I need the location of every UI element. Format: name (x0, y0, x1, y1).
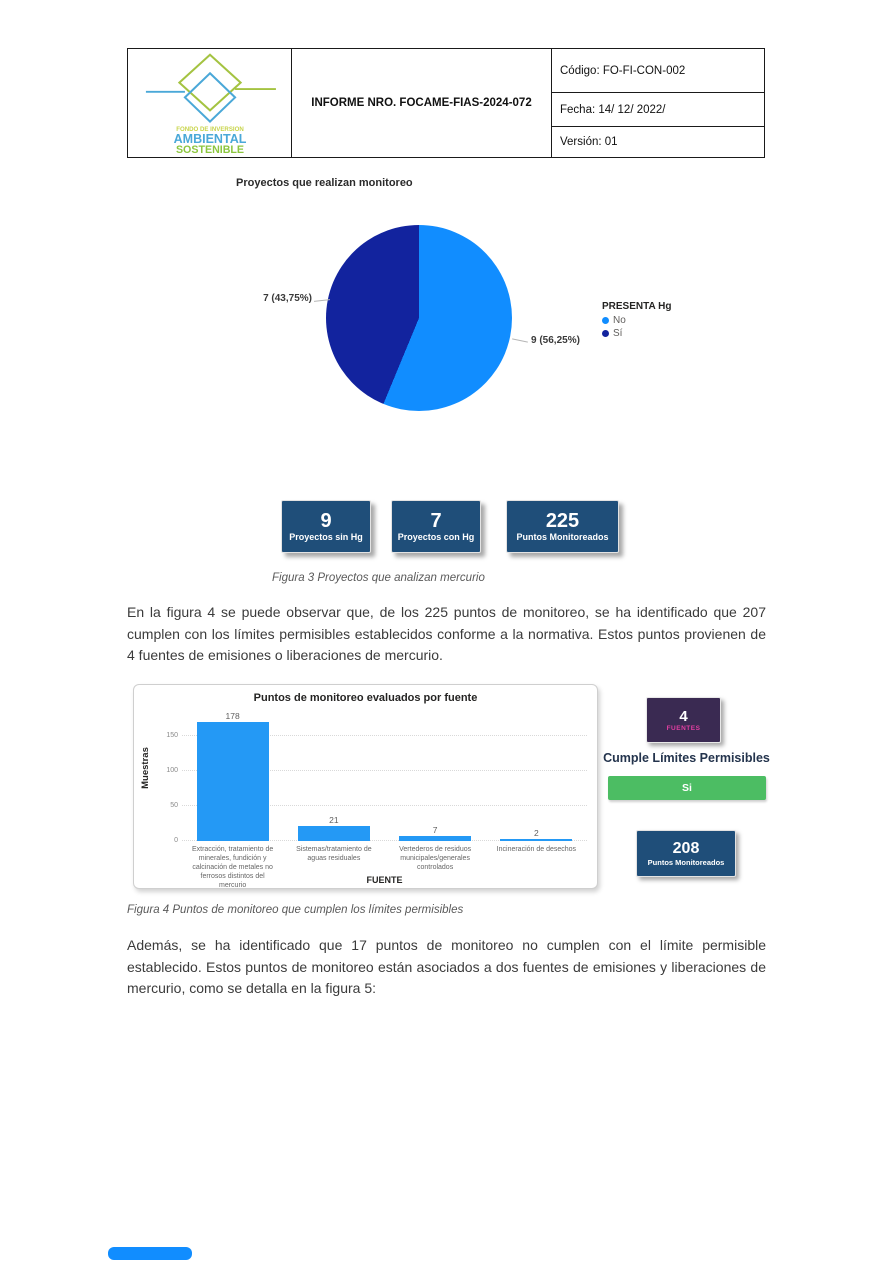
legend-label-si: Sí (613, 328, 623, 339)
fuentes-value: 4 (679, 708, 688, 725)
kpi-card-proyectos-con-hg (391, 500, 481, 553)
puntos-label: Puntos Monitoreados (647, 858, 725, 867)
kpi-value: 225 (545, 510, 580, 532)
legend-label-no: No (613, 315, 626, 326)
cumple-limites-title: Cumple Límites Permisibles (603, 751, 770, 765)
pie-leader-line-right (512, 338, 528, 342)
bar-slot-3 (486, 711, 587, 841)
fuentes-label: FUENTES (666, 725, 701, 732)
figure-4-caption: Figura 4 Puntos de monitoreo que cumplen los límites permisibles (127, 904, 464, 916)
bar-slot-2 (385, 711, 486, 841)
kpi-value: 9 (320, 510, 332, 532)
scrollbar-fragment[interactable] (108, 1247, 192, 1260)
bar-chart-title: Puntos de monitoreo evaluados por fuente (253, 692, 478, 704)
bar-1[interactable] (298, 826, 370, 841)
kpi-label: Proyectos sin Hg (289, 532, 363, 542)
bar-category-label-3: Incineración de desechos (496, 846, 577, 853)
bar-category-label-0: Extracción, tratamiento de minerales, fundición y calcinación de metales no ferrosos distintos del mercurio (191, 846, 274, 890)
cumple-limites-value-badge: Si (608, 776, 766, 800)
header-meta (552, 49, 764, 157)
pie-legend-title: PRESENTA Hg (602, 301, 672, 312)
legend-dot-si-icon (602, 330, 609, 337)
legend-item-no[interactable] (602, 315, 671, 326)
kpi-card-puntos-monitoreados (506, 500, 619, 553)
bar-slot-1 (283, 711, 384, 841)
bar-category-label-1: Sistemas/tratamiento de aguas residuales (296, 846, 372, 863)
bar-category-label-2: Vertederos de residuos municipales/generales controlados (399, 846, 472, 872)
paragraph-1: En la figura 4 se puede observar que, de los 225 puntos de monitoreo, se ha identificado que 207 cumplen con los límites permisibles establecidos conforme a la normativa. Estos puntos provienen de 4 fuentes de emisiones o liberaciones de mercurio. (127, 604, 766, 663)
report-title: INFORME NRO. FOCAME-FIAS-2024-072 (292, 49, 552, 157)
logo-line2: AMBIENTAL (173, 131, 246, 146)
bar-slot-0 (182, 711, 283, 841)
fias-logo-icon (137, 51, 283, 155)
bar-value-label-0: 178 (225, 711, 240, 721)
bar-0[interactable] (197, 722, 269, 841)
bar-plot-area (166, 711, 587, 844)
bar-value-label-2: 7 (432, 825, 438, 836)
kpi-card-proyectos-sin-hg (281, 500, 371, 553)
y-tick-0: 0 (174, 837, 178, 844)
logo-line1: FONDO DE INVERSION (175, 125, 244, 133)
puntos-value: 208 (672, 840, 700, 857)
bar-value-label-1: 21 (329, 815, 339, 826)
bar-3[interactable] (500, 839, 572, 841)
legend-dot-no-icon (602, 317, 609, 324)
pie-circle[interactable] (326, 225, 512, 411)
bar-y-axis-label: Muestras (140, 747, 151, 789)
bar-value-label-3: 2 (534, 828, 539, 838)
logo-cell (128, 49, 292, 157)
figure-3-caption: Figura 3 Proyectos que analizan mercurio (272, 572, 485, 584)
kpi-card-fuentes (646, 697, 721, 743)
kpi-label: Proyectos con Hg (397, 532, 475, 542)
header-codigo: Código: FO-FI-CON-002 (552, 49, 764, 93)
header-table (127, 48, 765, 158)
bar-x-axis-label: FUENTE (366, 875, 403, 885)
y-tick-150: 150 (166, 732, 178, 739)
bar-2[interactable] (399, 836, 471, 841)
y-tick-50: 50 (170, 802, 178, 809)
pie-data-label-no: 9 (56,25%) (531, 335, 580, 346)
legend-item-si[interactable] (602, 328, 671, 339)
pie-chart-title: Proyectos que realizan monitoreo (236, 177, 413, 189)
bar-chart-panel (133, 684, 598, 889)
pie-legend (602, 301, 671, 341)
kpi-label: Puntos Monitoreados (516, 532, 609, 542)
kpi-card-puntos-monitoreados-208 (636, 830, 736, 877)
kpi-value: 7 (430, 510, 442, 532)
logo-line3: SOSTENIBLE (175, 144, 244, 155)
y-tick-100: 100 (166, 767, 178, 774)
pie-data-label-si: 7 (43,75%) (263, 293, 312, 304)
bar-slots (182, 711, 587, 841)
header-fecha: Fecha: 14/ 12/ 2022/ (552, 93, 764, 127)
paragraph-2: Además, se ha identificado que 17 puntos de monitoreo no cumplen con el límite permisible establecido. Estos puntos de monitoreo están asociados a dos fuentes de emisiones y liberaciones de mercurio, como se detalla en la figura 5: (127, 937, 766, 996)
header-version: Versión: 01 (560, 136, 618, 148)
